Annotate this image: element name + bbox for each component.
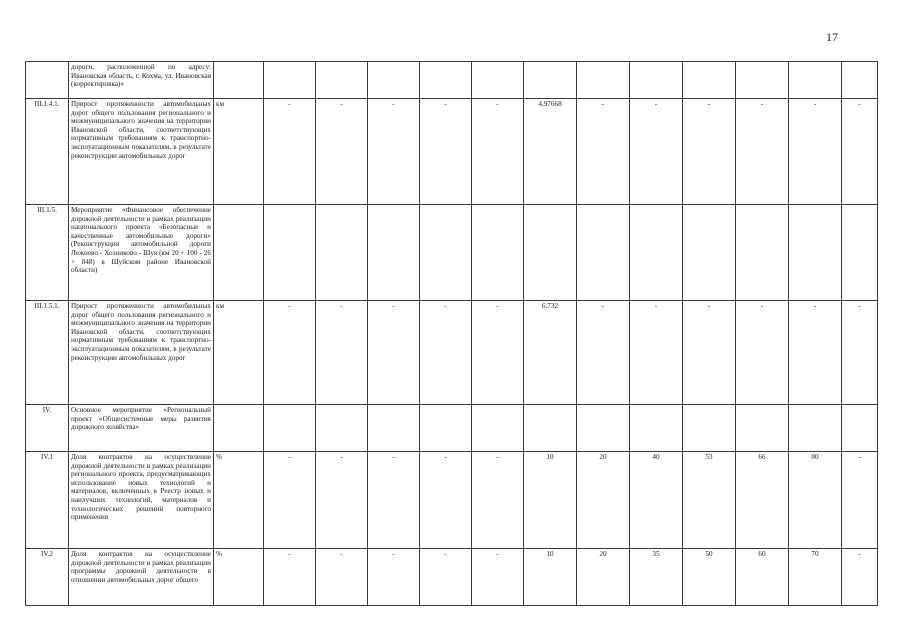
value-cell — [630, 205, 683, 301]
value-cell: - — [789, 301, 842, 405]
value-cell: - — [736, 99, 789, 205]
value-cell: - — [472, 549, 524, 606]
table-row — [26, 452, 878, 549]
table-row — [26, 99, 878, 205]
value-cell: - — [264, 301, 316, 405]
value-cell: - — [368, 99, 420, 205]
value-cell: - — [630, 99, 683, 205]
value-cell — [630, 62, 683, 99]
value-cell: - — [264, 549, 316, 606]
value-cell — [789, 205, 842, 301]
row-description: Доля контрактов на осуществление дорожной деятельности в рамках реализации регионального проекта, предусматривающих использование новых технологий и материалов, включенных в Реестр новых и наилучших технологий, материалов и технологических решений повторного применения — [69, 452, 214, 549]
row-code: IV.2 — [26, 549, 69, 606]
value-cell — [524, 405, 577, 452]
value-cell — [316, 62, 368, 99]
value-cell: - — [683, 301, 736, 405]
value-cell: - — [368, 301, 420, 405]
table-row — [26, 549, 878, 606]
row-code: IV.1 — [26, 452, 69, 549]
value-cell — [472, 62, 524, 99]
value-cell — [264, 62, 316, 99]
value-cell: - — [683, 99, 736, 205]
value-cell: 50 — [683, 549, 736, 606]
value-cell: - — [472, 301, 524, 405]
value-cell: - — [842, 549, 878, 606]
value-cell: - — [420, 301, 472, 405]
row-code: IV. — [26, 405, 69, 452]
value-cell — [842, 62, 878, 99]
value-cell — [472, 205, 524, 301]
value-cell — [368, 405, 420, 452]
value-cell — [577, 62, 630, 99]
table-row — [26, 205, 878, 301]
value-cell: - — [264, 99, 316, 205]
row-code — [26, 62, 69, 99]
table-row — [26, 62, 878, 99]
value-cell: - — [472, 452, 524, 549]
value-cell: 70 — [789, 549, 842, 606]
value-cell: - — [577, 301, 630, 405]
value-cell: 10 — [524, 549, 577, 606]
indicators-table — [25, 61, 878, 606]
value-cell: - — [630, 301, 683, 405]
row-description: Мероприятие «Финансовое обеспечение дорожной деятельности в рамках реализации национального проекта «Безопасные и качественные автомобильные дороги» (Реконструкция автомобильной дороги Лежнево - Хозниково - Шуя (км 20 + 100 - 26 + 848) в Шуйском районе Ивановской области) — [69, 205, 214, 301]
value-cell: 35 — [630, 549, 683, 606]
value-cell: - — [316, 549, 368, 606]
value-cell — [368, 205, 420, 301]
value-cell — [420, 405, 472, 452]
value-cell: 80 — [789, 452, 842, 549]
value-cell: 20 — [577, 549, 630, 606]
value-cell: 53 — [683, 452, 736, 549]
value-cell: - — [368, 452, 420, 549]
value-cell — [264, 205, 316, 301]
value-cell: 6,732 — [524, 301, 577, 405]
row-unit — [214, 62, 264, 99]
row-unit: % — [214, 549, 264, 606]
value-cell — [842, 205, 878, 301]
value-cell: - — [842, 452, 878, 549]
value-cell — [683, 405, 736, 452]
value-cell: - — [472, 99, 524, 205]
value-cell: 4,97668 — [524, 99, 577, 205]
table-row — [26, 405, 878, 452]
row-unit: % — [214, 452, 264, 549]
value-cell — [316, 205, 368, 301]
value-cell: 40 — [630, 452, 683, 549]
table-body — [26, 62, 878, 606]
value-cell — [683, 62, 736, 99]
value-cell — [577, 205, 630, 301]
row-unit — [214, 205, 264, 301]
row-description: Основное мероприятие «Региональный проект «Общесистемные меры развития дорожного хозяйства» — [69, 405, 214, 452]
row-description: Прирост протяженности автомобильных дорог общего пользования регионального и межмуниципального значения на территории Ивановской области, соответствующих нормативным требованиям к транспортно-эксплуатационным показателям, в результате реконструкции автомобильных дорог — [69, 301, 214, 405]
row-code: III.1.5. — [26, 205, 69, 301]
value-cell: - — [420, 452, 472, 549]
value-cell: 10 — [524, 452, 577, 549]
row-unit: км — [214, 99, 264, 205]
value-cell: 20 — [577, 452, 630, 549]
value-cell — [577, 405, 630, 452]
value-cell — [264, 405, 316, 452]
value-cell: - — [316, 301, 368, 405]
value-cell — [524, 205, 577, 301]
value-cell: - — [736, 301, 789, 405]
value-cell — [736, 62, 789, 99]
value-cell: - — [420, 549, 472, 606]
value-cell — [736, 205, 789, 301]
value-cell: 60 — [736, 549, 789, 606]
value-cell: - — [842, 301, 878, 405]
value-cell: - — [842, 99, 878, 205]
value-cell: - — [420, 99, 472, 205]
value-cell: - — [316, 452, 368, 549]
value-cell — [524, 62, 577, 99]
row-code: III.1.4.1. — [26, 99, 69, 205]
value-cell — [789, 62, 842, 99]
row-unit — [214, 405, 264, 452]
row-code: III.1.5.1. — [26, 301, 69, 405]
value-cell — [420, 205, 472, 301]
value-cell: - — [264, 452, 316, 549]
value-cell: - — [316, 99, 368, 205]
value-cell: - — [577, 99, 630, 205]
value-cell — [368, 62, 420, 99]
row-description: Прирост протяженности автомобильных дорог общего пользования регионального и межмуниципального значения на территории Ивановской области, соответствующих нормативным требованиям к транспортно-эксплуатационным показателям, в результате реконструкции автомобильных дорог — [69, 99, 214, 205]
row-description: дороги, расположенной по адресу: Ивановская область, г. Кохма, ул. Ивановская (корректировка)» — [69, 62, 214, 99]
row-description: Доля контрактов на осуществление дорожной деятельности в рамках реализации программы дорожной деятельности в отношении автомобильных дорог общего — [69, 549, 214, 606]
value-cell — [316, 405, 368, 452]
value-cell: - — [789, 99, 842, 205]
value-cell — [842, 405, 878, 452]
value-cell — [420, 62, 472, 99]
row-unit: км — [214, 301, 264, 405]
value-cell — [630, 405, 683, 452]
value-cell: - — [368, 549, 420, 606]
value-cell — [472, 405, 524, 452]
value-cell — [736, 405, 789, 452]
value-cell — [683, 205, 736, 301]
page-number: 17 — [826, 30, 838, 44]
table-row — [26, 301, 878, 405]
value-cell — [789, 405, 842, 452]
value-cell: 66 — [736, 452, 789, 549]
